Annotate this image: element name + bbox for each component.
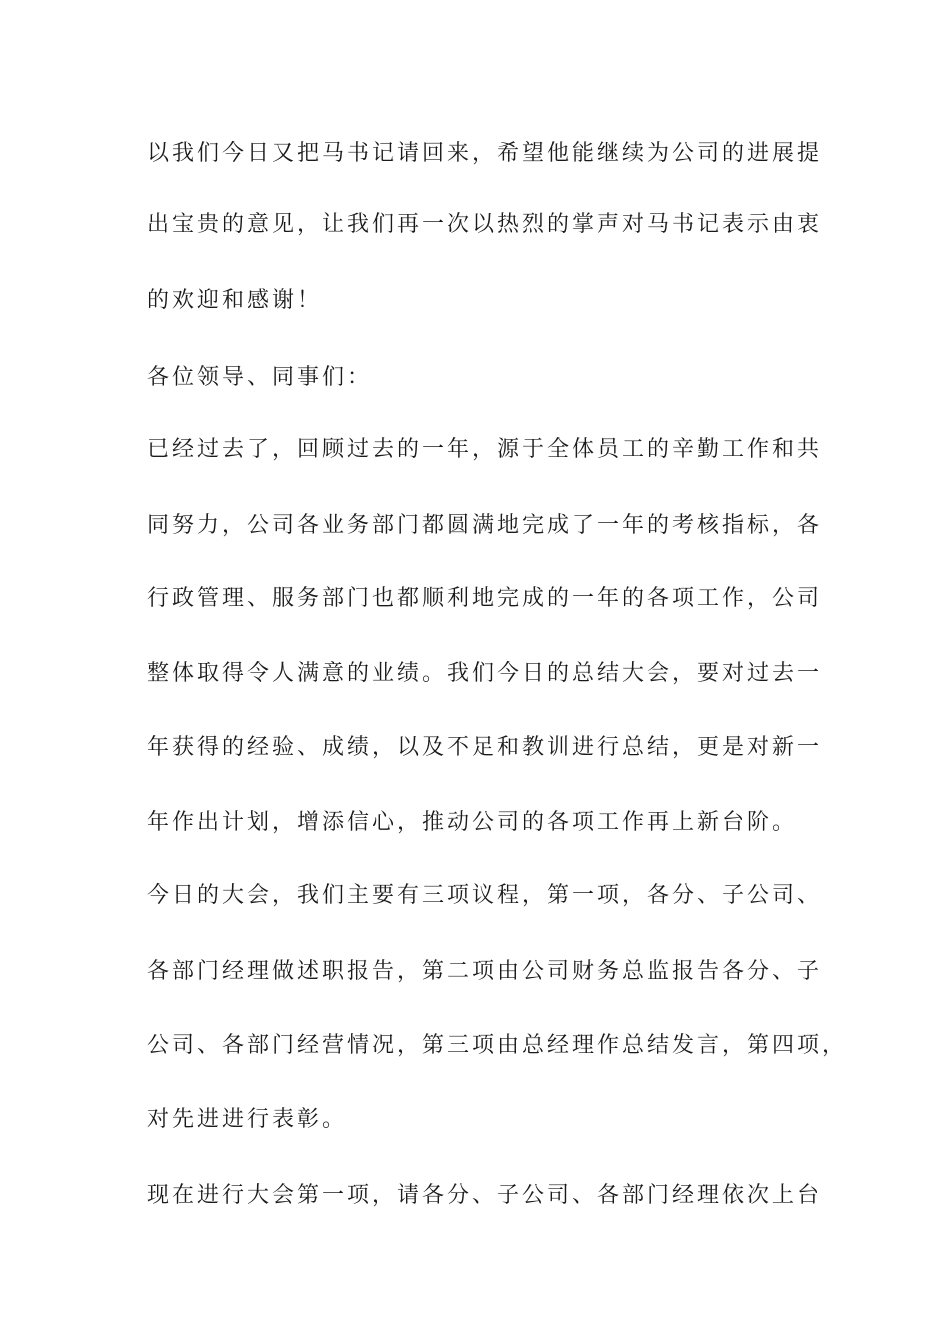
text-line: 出宝贵的意见，让我们再一次以热烈的掌声对马书记表示由衷	[147, 212, 823, 237]
text-line: 同努力，公司各业务部门都圆满地完成了一年的考核指标，各	[147, 513, 823, 538]
text-line: 年获得的经验、成绩，以及不足和教训进行总结，更是对新一	[147, 735, 823, 760]
text-line: 整体取得令人满意的业绩。我们今日的总结大会，要对过去一	[147, 661, 823, 686]
text-line: 公司、各部门经营情况，第三项由总经理作总结发言，第四项，	[147, 1033, 848, 1058]
text-line: 以我们今日又把马书记请回来，希望他能继续为公司的进展提	[147, 141, 823, 166]
text-line: 已经过去了，回顾过去的一年，源于全体员工的辛勤工作和共	[147, 437, 823, 462]
text-line: 现在进行大会第一项，请各分、子公司、各部门经理依次上台	[147, 1183, 823, 1208]
text-line: 年作出计划，增添信心，推动公司的各项工作再上新台阶。	[147, 810, 798, 835]
salutation-line: 各位领导、同事们：	[147, 365, 373, 390]
text-line: 行政管理、服务部门也都顺利地完成的一年的各项工作，公司	[147, 586, 823, 611]
text-line: 的欢迎和感谢！	[147, 288, 323, 313]
text-line: 对先进进行表彰。	[147, 1107, 348, 1132]
text-line: 今日的大会，我们主要有三项议程，第一项，各分、子公司、	[147, 883, 823, 908]
text-line: 各部门经理做述职报告，第二项由公司财务总监报告各分、子	[147, 959, 823, 984]
